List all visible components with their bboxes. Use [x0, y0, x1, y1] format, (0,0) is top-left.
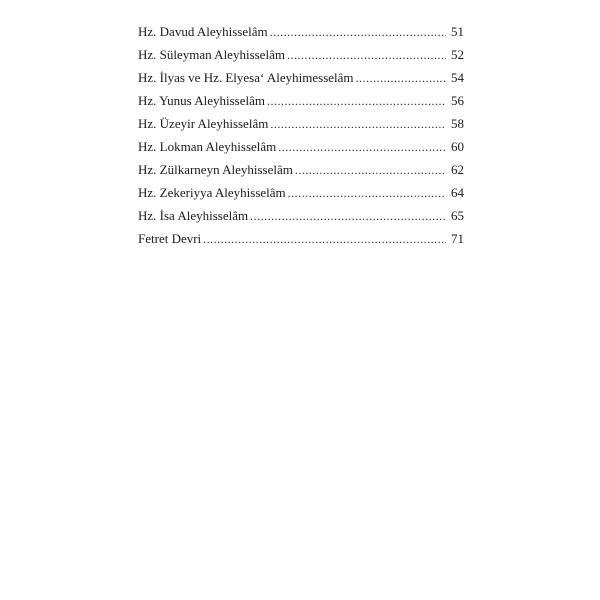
- dot-leader: [288, 182, 446, 205]
- dot-leader: [295, 159, 446, 182]
- dot-leader: [203, 228, 446, 251]
- toc-entry-title: Hz. Davud Aleyhisselâm: [138, 24, 268, 39]
- toc-entry-page-number: 71: [451, 231, 464, 246]
- toc-entry: [138, 204, 464, 227]
- toc-entry: [138, 135, 464, 158]
- toc-entry: [138, 181, 464, 204]
- toc-entry-page-number: 54: [451, 70, 464, 85]
- toc-entry-title: Hz. İlyas ve Hz. Elyesa‘ Aleyhimesselâm: [138, 70, 354, 85]
- toc-entry: [138, 227, 464, 250]
- dot-leader: [287, 44, 446, 67]
- dot-leader: [250, 205, 446, 228]
- toc-entry-page-number: 65: [451, 208, 464, 223]
- toc-entry-page-number: 62: [451, 162, 464, 177]
- dot-leader: [270, 21, 446, 44]
- toc-entry-title: Fetret Devri: [138, 231, 202, 246]
- toc-entry: [138, 43, 464, 66]
- toc-entry: [138, 89, 464, 112]
- dot-leader: [270, 113, 446, 136]
- toc-entry: [138, 112, 464, 135]
- toc-entry-title: Hz. Süleyman Aleyhisselâm: [138, 47, 285, 62]
- toc-entry-page-number: 58: [451, 116, 464, 131]
- toc-entry-page-number: 52: [451, 47, 464, 62]
- toc-entry-title: Hz. Zekeriyya Aleyhisselâm: [138, 185, 286, 200]
- toc-entry-title: Hz. Zülkarneyn Aleyhisselâm: [138, 162, 293, 177]
- table-of-contents: [138, 20, 464, 250]
- toc-entry-title: Hz. Yunus Aleyhisselâm: [138, 93, 265, 108]
- toc-entry-page-number: 51: [451, 24, 464, 39]
- toc-entry: [138, 66, 464, 89]
- toc-entry: [138, 20, 464, 43]
- dot-leader: [356, 67, 446, 90]
- toc-entry-page-number: 60: [451, 139, 464, 154]
- toc-entry-page-number: 64: [451, 185, 464, 200]
- toc-entry-title: Hz. Lokman Aleyhisselâm: [138, 139, 277, 154]
- toc-entry-title: Hz. İsa Aleyhisselâm: [138, 208, 249, 223]
- dot-leader: [267, 90, 446, 113]
- toc-entry-page-number: 56: [451, 93, 464, 108]
- toc-entry: [138, 158, 464, 181]
- toc-entry-title: Hz. Üzeyir Aleyhisselâm: [138, 116, 269, 131]
- dot-leader: [278, 136, 446, 159]
